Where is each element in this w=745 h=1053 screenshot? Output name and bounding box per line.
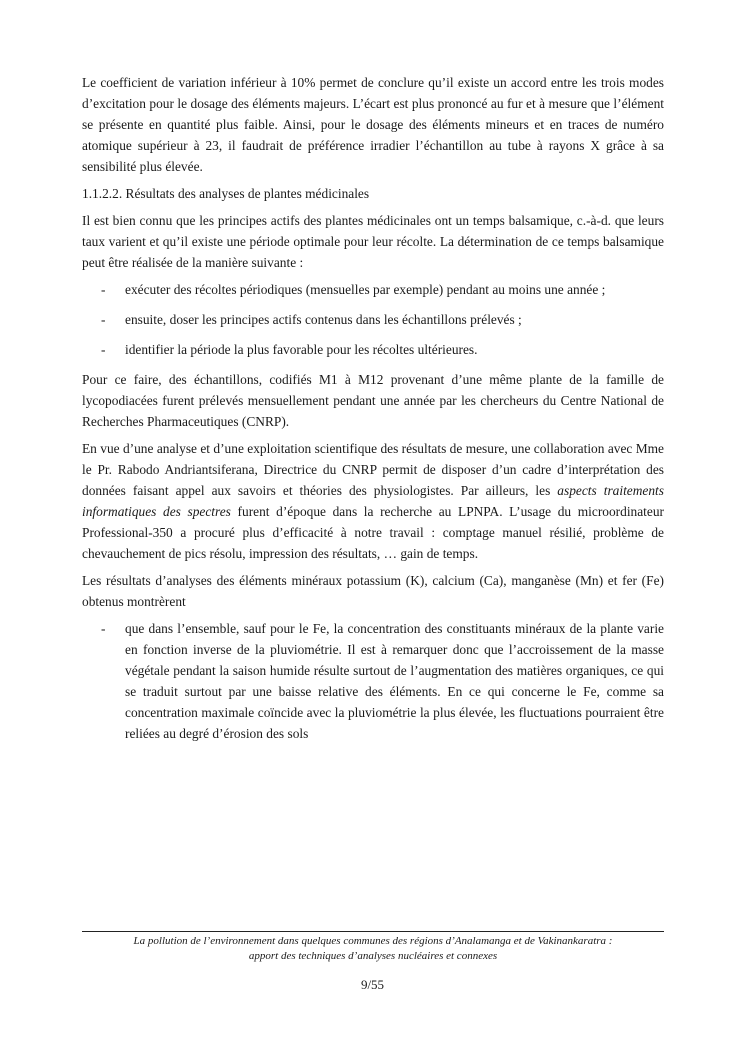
dash-bullet: - <box>101 621 106 636</box>
paragraph-results: Les résultats d’analyses des éléments minéraux potassium (K), calcium (Ca), manganèse (Mn) et fer (Fe) obtenus montrèrent <box>82 573 664 609</box>
list-item <box>82 309 664 330</box>
footer-line: La pollution de l’environnement dans quelques communes des régions d’Analamanga et de Vakinankaratra : <box>133 935 613 947</box>
list-item-text: identifier la période la plus favorable pour les récoltes ultérieures. <box>125 342 478 357</box>
paragraph-collaboration <box>82 438 664 564</box>
italic-emphasis: aspects traitements informatiques des spectres <box>82 483 664 519</box>
dash-bullet: - <box>101 282 106 297</box>
procedure-list <box>82 279 664 360</box>
list-item-text: ensuite, doser les principes actifs contenus dans les échantillons prélevés ; <box>125 312 522 327</box>
list-item <box>82 339 664 360</box>
list-item <box>82 279 664 300</box>
page-body <box>82 72 664 753</box>
page-footer <box>82 931 664 964</box>
list-item-text: exécuter des récoltes périodiques (mensuelles par exemple) pendant au moins une année ; <box>125 282 606 297</box>
paragraph-variation-coefficient: Le coefficient de variation inférieur à 10% permet de conclure qu’il existe un accord entre les trois modes d’excitation pour le dosage des éléments majeurs. L’écart est plus prononcé au fur et à mesure que l’élément se présente en quantité plus faible. Ainsi, pour le dosage des éléments mineurs et en traces de numéro atomique supérieur à 23, il faudrait de préférence irradier l’échantillon au tube à rayons X grâce à sa sensibilité plus élevée. <box>82 75 664 174</box>
section-heading: 1.1.2.2. Résultats des analyses de plantes médicinales <box>82 186 370 201</box>
results-list <box>82 618 664 744</box>
page-number: 9/55 <box>360 977 385 992</box>
paragraph-text: furent d’époque dans la recherche au LPNPA. L’usage du microordinateur Professional-350 a procuré plus d’efficacité à notre travail : comptage manuel résilié, problème de chevauchement de pics résolu, impression des résultats, … gain de temps. <box>82 504 664 561</box>
footer-line: apport des techniques d’analyses nucléaires et connexes <box>248 950 498 962</box>
paragraph-text: En vue d’une analyse et d’une exploitation scientifique des résultats de mesure, une collaboration avec Mme le Pr. Rabodo Andriantsiferana, Directrice du CNRP permit de disposer d’un cadre d’interprétation des données faisant appel aux savoirs et théories des physiologistes. Par ailleurs, les <box>82 441 664 498</box>
dash-bullet: - <box>101 342 106 357</box>
list-item-text: que dans l’ensemble, sauf pour le Fe, la concentration des constituants minéraux de la plante varie en fonction inverse de la pluviométrie. Il est à remarquer donc que l’accroissement de la masse végétale pendant la saison humide résulte surtout de l’augmentation des matières organiques, ce qui se traduit surtout par une baisse relative des éléments. En ce qui concerne le Fe, comme sa concentration maximale coïncide avec la pluviométrie la plus élevée, les fluctuations pourraient être reliées au degré d’érosion des sols <box>125 621 664 741</box>
dash-bullet: - <box>101 312 106 327</box>
list-item <box>82 618 664 744</box>
paragraph-samples: Pour ce faire, des échantillons, codifiés M1 à M12 provenant d’une même plante de la famille de lycopodiacées furent prélevés mensuellement pendant une année par les chercheurs du Centre National de Recherches Pharmaceutiques (CNRP). <box>82 372 664 429</box>
paragraph-temps-balsamique: Il est bien connu que les principes actifs des plantes médicinales ont un temps balsamique, c.-à-d. que leurs taux varient et qu’il existe une période optimale pour leur récolte. La détermination de ce temps balsamique peut être réalisée de la manière suivante : <box>82 213 664 270</box>
